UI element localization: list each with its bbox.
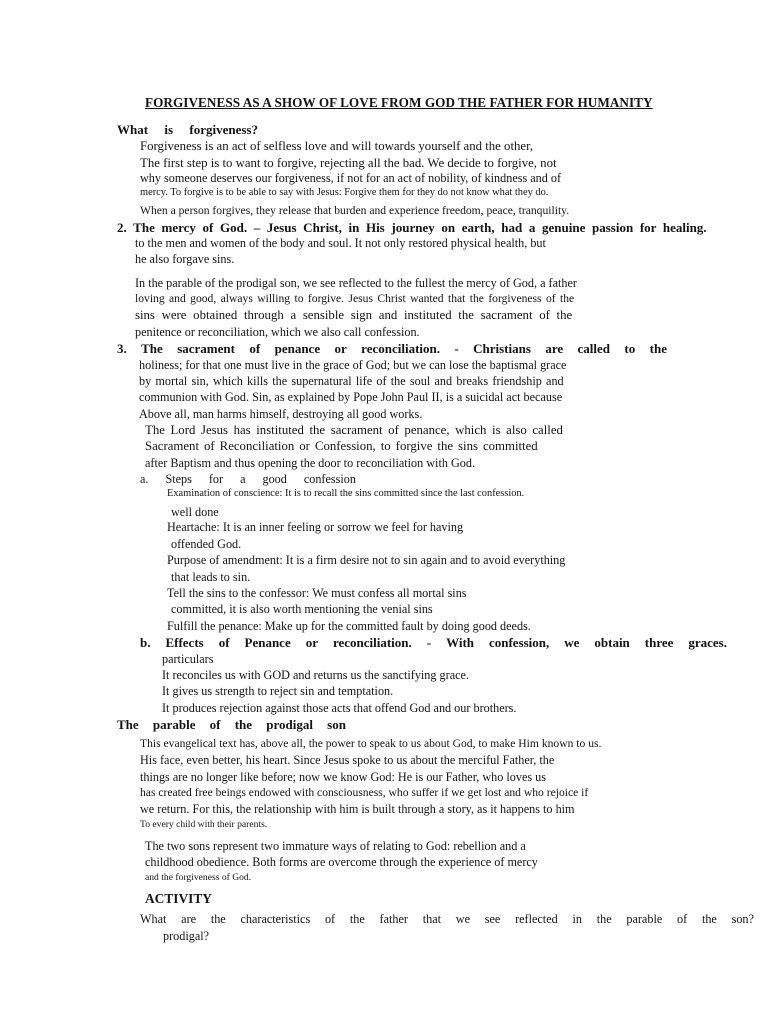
activity-question-word: see [484, 912, 501, 926]
effects-heading-word: With [446, 635, 474, 650]
mercy-para-4: penitence or reconciliation, which we also call confession. [135, 325, 420, 339]
activity-question-word: of [324, 912, 336, 926]
sacrament-heading-word: The [141, 341, 163, 356]
step-text-3: Purpose of amendment: It is a firm desire not to sin again and to avoid everything [167, 553, 566, 567]
sacrament-para-3: after Baptism and thus opening the door to reconciliation with God. [145, 456, 476, 470]
parable-para-2: childhood obedience. Both forms are overcome through the experience of mercy [145, 855, 538, 869]
sacrament-heading-word: 3. [117, 341, 127, 356]
what-is-heading-word: forgiveness? [189, 122, 258, 137]
parable-para-1: The two sons represent two immature ways of relating to God: rebellion and a [145, 839, 526, 853]
activity-question-word: the [701, 912, 717, 926]
mercy-line-2: he also forgave sins. [135, 252, 235, 266]
what-is-line-3: why someone deserves our forgiveness, if not for an act of nobility, of kindness and of [140, 171, 562, 185]
parable-line-6: To every child with their parents. [140, 819, 268, 830]
effects-heading-word: graces. [688, 635, 727, 650]
what-is-line-5: When a person forgives, they release that burden and experience freedom, peace, tranquility. [140, 204, 570, 217]
effects-heading-word: Effects [165, 635, 204, 650]
sacrament-heading-word: the [649, 341, 667, 356]
step-item-2 [154, 521, 463, 533]
activity-question-word: are [181, 912, 197, 926]
step-cont-4: committed, it is also worth mentioning the venial sins [171, 602, 433, 616]
effects-heading-word: or [305, 635, 318, 650]
parable-heading-word: The [117, 717, 139, 732]
mercy-line-1: to the men and women of the body and soul. It not only restored physical health, but [135, 236, 546, 250]
what-is-line-4: mercy. To forgive is to be able to say with Jesus: Forgive them for they do not know what they do. [140, 187, 549, 198]
mercy-para-3: sins were obtained through a sensible sign and instituted the sacrament of the [135, 308, 573, 322]
parable-heading-word: son [327, 717, 346, 732]
steps-heading-word: a [240, 472, 246, 486]
parable-heading-word: of [209, 717, 221, 732]
step-item-1 [154, 489, 524, 499]
effects-line-2: It reconciles us with GOD and returns us the sanctifying grace. [162, 668, 469, 682]
parable-line-5: we return. For this, the relationship with him is built through a story, as it happens to him [140, 802, 575, 816]
step-text-4: Tell the sins to the confessor: We must confess all mortal sins [167, 586, 467, 600]
sacrament-para-2: Sacrament of Reconciliation or Confession, to forgive the sins committed [145, 439, 538, 453]
activity-question-word: the [349, 912, 365, 926]
steps-heading-word: Steps [165, 472, 192, 486]
sacrament-heading-word: sacrament [177, 341, 235, 356]
activity-question-word: the [210, 912, 226, 926]
what-is-line-1: Forgiveness is an act of selfless love and will towards yourself and the other, [140, 139, 534, 153]
what-is-heading [117, 123, 258, 136]
activity-question-word: of [677, 912, 688, 926]
steps-heading-word: a. [140, 472, 149, 486]
parable-line-3: things are no longer like before; now we know God: He is our Father, who loves us [140, 770, 547, 784]
activity-question-word: the [596, 912, 612, 926]
activity-question-word: father [379, 912, 408, 926]
sacrament-para-1: The Lord Jesus has instituted the sacrament of penance, which is also called [145, 423, 563, 437]
activity-question-word: that [422, 912, 441, 926]
step-cont-3: that leads to sin. [171, 570, 251, 584]
activity-question-word: we [455, 912, 470, 926]
document-title: FORGIVENESS AS A SHOW OF LOVE FROM GOD THE FATHER FOR HUMANITY [145, 95, 653, 110]
steps-heading-word: confession [303, 472, 356, 486]
parable-heading-word: the [234, 717, 253, 732]
effects-line-4: It produces rejection against those acts that offend God and our brothers. [162, 701, 517, 715]
step-text-1: Examination of conscience: It is to recall the sins committed since the last confession. [167, 488, 525, 499]
activity-question-word: characteristics [240, 912, 311, 926]
activity-question [140, 913, 754, 925]
step-text-5: Fulfill the penance: Make up for the committed fault by doing good deeds. [167, 619, 531, 633]
parable-heading-word: prodigal [266, 717, 313, 732]
activity-question-word: son? [731, 912, 754, 926]
sacrament-heading-word: called [577, 341, 611, 356]
mercy-para-2: loving and good, always willing to forgive. Jesus Christ wanted that the forgiveness of the [135, 292, 575, 305]
what-is-heading-word: is [164, 122, 174, 137]
effects-heading-word: three [644, 635, 674, 650]
effects-heading-word: - [426, 635, 432, 650]
effects-heading-word: confession, [488, 635, 550, 650]
activity-heading: ACTIVITY [145, 891, 212, 906]
sacrament-line-4: Above all, man harms himself, destroying all good works. [139, 407, 423, 421]
parable-para-3: and the forgiveness of God. [145, 872, 252, 883]
sacrament-heading-word: Christians [473, 341, 531, 356]
sacrament-heading-word: reconciliation. [361, 341, 440, 356]
activity-question-word: What [140, 912, 167, 926]
activity-question-cont: prodigal? [163, 929, 210, 943]
effects-heading-word: Penance [244, 635, 291, 650]
steps-heading-word: good [262, 472, 287, 486]
step-cont-2: offended God. [171, 537, 242, 551]
step-item-5 [154, 620, 531, 632]
step-item-4 [154, 587, 467, 599]
effects-heading-word: of [218, 635, 230, 650]
effects-line-1: particulars [162, 652, 214, 666]
effects-heading-word: we [564, 635, 580, 650]
sacrament-heading-word: are [545, 341, 564, 356]
activity-question-word: in [572, 912, 582, 926]
activity-question-word: parable [626, 912, 663, 926]
sacrament-heading-word: or [334, 341, 347, 356]
sacrament-line-1: holiness; for that one must live in the grace of God; but we can lose the baptismal grace [139, 358, 567, 372]
step-cont-1: well done [171, 505, 219, 519]
sacrament-heading-word: penance [274, 341, 321, 356]
parable-heading [117, 718, 346, 731]
effects-line-3: It gives us strength to reject sin and temptation. [162, 684, 394, 698]
parable-line-2: His face, even better, his heart. Since Jesus spoke to us about the merciful Father, the [140, 753, 555, 767]
sacrament-line-3: communion with God. Sin, as explained by Pope John Paul II, is a suicidal act because [139, 390, 563, 404]
parable-line-4: has created free beings endowed with consciousness, who suffer if we get lost and who rejoice if [140, 786, 589, 799]
sacrament-heading-word: - [454, 341, 459, 356]
steps-heading-word: for [208, 472, 224, 486]
effects-heading-word: b. [140, 635, 151, 650]
what-is-line-2: The first step is to want to forgive, rejecting all the bad. We decide to forgive, not [140, 156, 557, 170]
sacrament-heading [117, 342, 667, 355]
step-item-3 [154, 554, 565, 566]
step-text-2: Heartache: It is an inner feeling or sorrow we feel for having [167, 520, 464, 534]
mercy-heading: 2. The mercy of God. – Jesus Christ, in His journey on earth, had a genuine passion for healing. [117, 220, 707, 235]
parable-line-1: This evangelical text has, above all, the power to speak to us about God, to make Him known to us. [140, 737, 602, 750]
sacrament-heading-word: of [249, 341, 261, 356]
effects-heading [140, 636, 727, 649]
steps-heading [140, 473, 356, 485]
sacrament-line-2: by mortal sin, which kills the supernatural life of the soul and breaks friendship and [139, 374, 564, 388]
effects-heading-word: obtain [594, 635, 630, 650]
what-is-heading-word: What [117, 122, 149, 137]
sacrament-heading-word: to [624, 341, 636, 356]
activity-question-word: reflected [515, 912, 558, 926]
parable-heading-word: parable [152, 717, 196, 732]
effects-heading-word: reconciliation. [332, 635, 412, 650]
mercy-para-1: In the parable of the prodigal son, we see reflected to the fullest the mercy of God, a father [135, 276, 577, 290]
